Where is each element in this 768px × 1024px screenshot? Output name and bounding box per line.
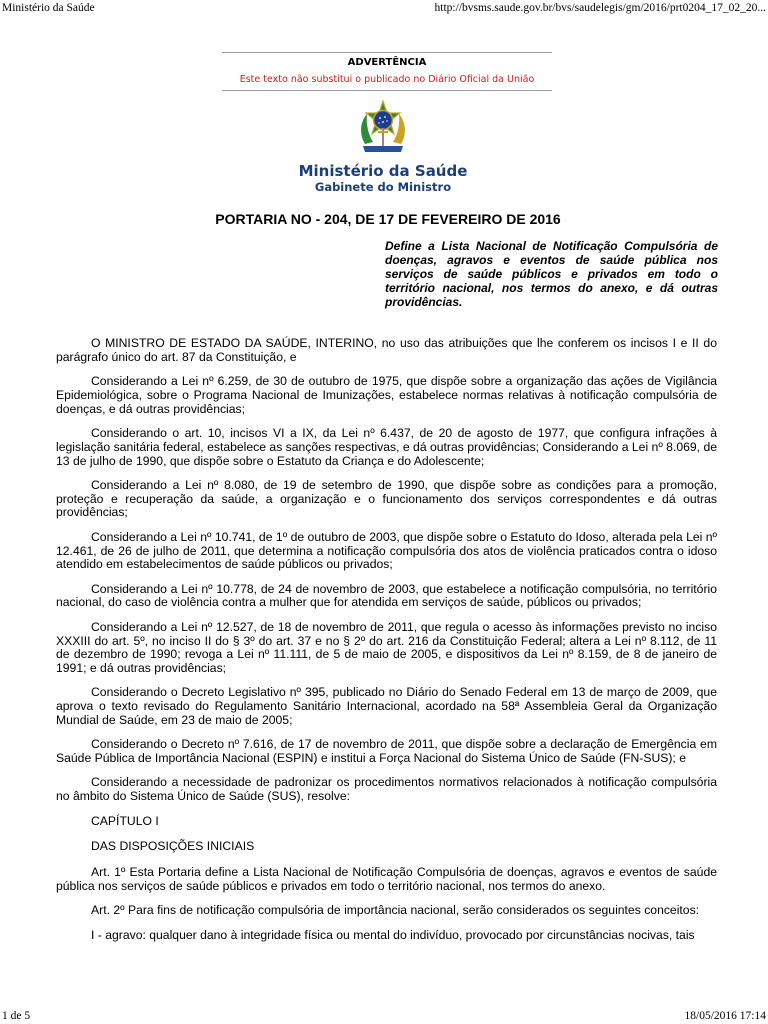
article-2: Art. 2º Para fins de notificação compulsória de importância nacional, serão considerados os seguintes conceitos: — [91, 903, 700, 918]
paragraph-considerando-lei-8080: Considerando a Lei nº 8.080, de 19 de setembro de 1990, que dispõe sobre as condições para a promoção, proteção e recuperação da saúde, a organização e o funcionamento dos serviços correspondentes e dá outras providências; — [56, 477, 717, 520]
coat-of-arms-icon — [357, 100, 409, 154]
paragraph-considerando-lei-10778: Considerando a Lei nº 10.778, de 24 de novembro de 2003, que estabelece a notificação compulsória, no território nacional, do caso de violência contra a mulher que for atendida em serviços de saúde, públicos ou privados; — [56, 581, 717, 610]
chapter-subtitle: DAS DISPOSIÇÕES INICIAIS — [91, 839, 255, 854]
paragraph-considerando-decreto-7616: Considerando o Decreto nº 7.616, de 17 de novembro de 2011, que dispõe sobre a declaração de Emergência em Saúde Pública de Importância Nacional (ESPIN) e institui a Força Nacional do Sistema Único de Saúde (FN-SUS); e — [56, 737, 717, 766]
print-footer — [0, 1006, 768, 1024]
paragraph-considerando-lei-10741: Considerando a Lei nº 10.741, de 1º de outubro de 2003, que dispõe sobre o Estatuto do Idoso, alterada pela Lei nº 12.461, de 26 de julho de 2011, que determina a notificação compulsória dos atos de violência praticados contra o idoso atendido em estabelecimentos de saúde públicos ou privados; — [56, 529, 717, 572]
article-2-item-i: I - agravo: qualquer dano à integridade física ou mental do indivíduo, provocado por circunstâncias nocivas, tais — [91, 927, 695, 942]
document-ementa: Define a Lista Nacional de Notificação Compulsória de doenças, agravos e eventos de saúde pública nos serviços de saúde públicos e privados em todo o território nacional, nos termos do anexo, e dá outras providências. — [385, 239, 718, 309]
warning-subtitle: Este texto não substitui o publicado no Diário Oficial da União — [239, 74, 535, 85]
page-number: 1 de 5 — [2, 1010, 31, 1022]
document-title: PORTARIA NO - 204, DE 17 DE FEVEREIRO DE 2016 — [215, 211, 561, 227]
paragraph-considerando-lei-6259: Considerando a Lei nº 6.259, de 30 de outubro de 1975, que dispõe sobre a organização das ações de Vigilância Epidemiológica, sobre o Programa Nacional de Imunizações, estabelece normas relativas à notificação compulsória de doenças, e dá outras providências; — [56, 374, 717, 416]
print-header-site: Ministério da Saúde — [2, 2, 95, 14]
document-body — [56, 337, 717, 953]
paragraph-preamble: O MINISTRO DE ESTADO DA SAÚDE, INTERINO, no uso das atribuições que lhe conferem os incisos I e II do parágrafo único do art. 87 da Constituição, e — [56, 336, 717, 364]
ministry-header — [250, 162, 516, 194]
warning-title: ADVERTÊNCIA — [347, 57, 427, 68]
ministry-name: Ministério da Saúde — [298, 162, 468, 180]
warning-box — [222, 52, 552, 91]
print-header — [0, 0, 768, 16]
paragraph-considerando-necessidade: Considerando a necessidade de padronizar os procedimentos normativos relacionados à notificação compulsória no âmbito do Sistema Único de Saúde (SUS), resolve: — [56, 775, 717, 804]
paragraph-considerando-lei-6437: Considerando o art. 10, incisos VI a IX, da Lei nº 6.437, de 20 de agosto de 1977, que configura infrações à legislação sanitária federal, estabelece as sanções respectivas, e dá outras providências; Considerando a Lei nº 8.069, de 13 de julho de 1990, que dispõe sobre o Estatuto da Criança e do Adolescente; — [56, 425, 717, 468]
paragraph-considerando-decreto-395: Considerando o Decreto Legislativo nº 395, publicado no Diário do Senado Federal em 13 de março de 2009, que aprova o texto revisado do Regulamento Sanitário Internacional, acordado na 58ª Assembleia Geral da Organização Mundial de Saúde, em 23 de maio de 2005; — [56, 685, 717, 728]
ministry-office: Gabinete do Ministro — [314, 180, 452, 194]
print-header-url: http://bvsms.saude.gov.br/bvs/saudelegis/gm/2016/prt0204_17_02_20... — [434, 2, 766, 14]
chapter-heading: CAPÍTULO I — [91, 813, 159, 828]
paragraph-considerando-lei-12527: Considerando a Lei nº 12.527, de 18 de novembro de 2011, que regula o acesso às informações previsto no inciso XXXIII do art. 5º, no inciso II do § 3º do art. 37 e no § 2º do art. 216 da Constituição Federal; altera a Lei nº 8.112, de 11 de dezembro de 1990; revoga a Lei nº 11.111, de 5 de maio de 2005, e dispositivos da Lei nº 8.159, de 8 de janeiro de 1991; e dá outras providências; — [56, 619, 717, 676]
article-1: Art. 1º Esta Portaria define a Lista Nacional de Notificação Compulsória de doenças, agravos e eventos de saúde pública nos serviços de saúde públicos e privados em todo o território nacional, nos termos do anexo. — [56, 865, 717, 893]
print-datetime: 18/05/2016 17:14 — [684, 1010, 766, 1022]
